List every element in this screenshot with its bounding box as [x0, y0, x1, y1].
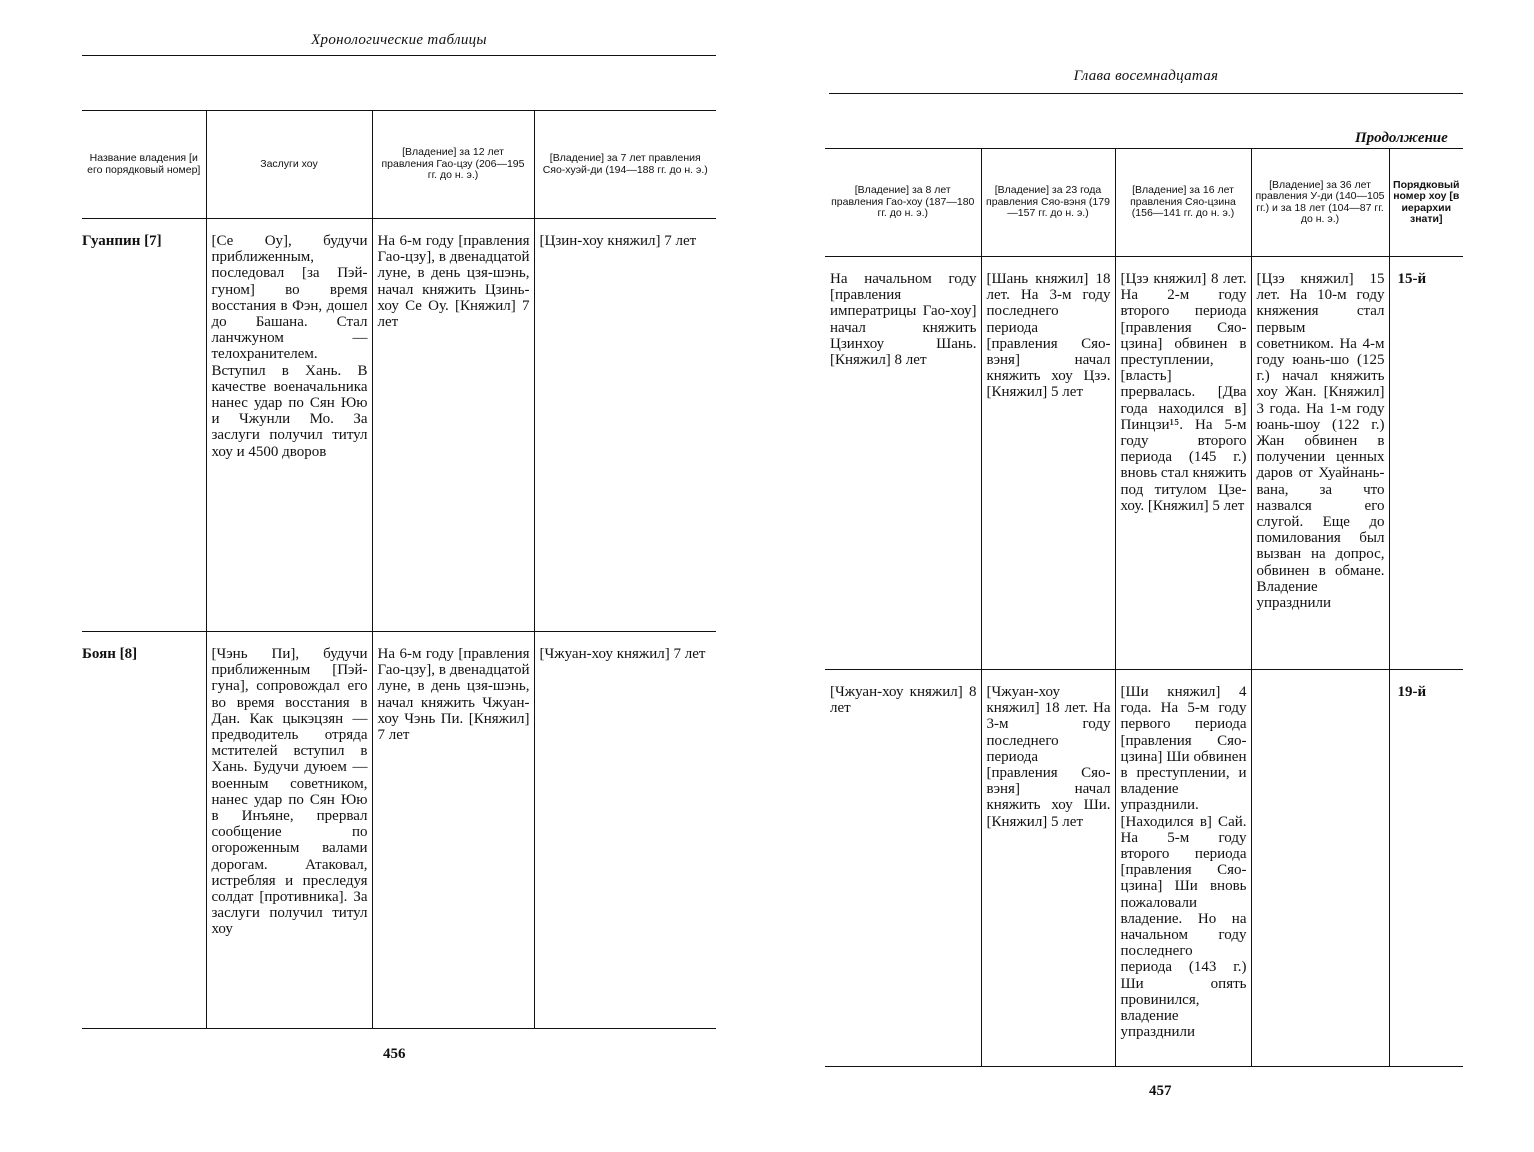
table-row — [82, 632, 716, 1029]
xiaowen-cell: [Шань княжил] 18 лет. На 3-м году последнего периода [правления Сяо-вэня] начал княжить хоу Цзэ. [Княжил] 5 лет — [981, 257, 1115, 670]
gaozu-cell: На 6-м году [правления Гао-цзу], в двенадцатой луне, в день цзя-шэнь, начал княжить Цзинь-хоу Се Оу. [Княжил] 7 лет — [372, 219, 534, 632]
rank-cell: 19-й — [1389, 670, 1463, 1067]
domain-name-cell: Боян [8] — [82, 632, 206, 1029]
header-wudi: [Владение] за 36 лет правления У-ди (140—105 гг.) и за 18 лет (104—87 гг. до н. э.) — [1251, 149, 1389, 257]
rank-cell: 15-й — [1389, 257, 1463, 670]
header-xiaohui: [Владение] за 7 лет правления Сяо-хуэй-ди (194—188 гг. до н. э.) — [534, 111, 716, 219]
left-head-rule — [82, 55, 716, 56]
domain-name-cell: Гуанпин [7] — [82, 219, 206, 632]
wudi-cell: [Цзэ княжил] 15 лет. На 10-м году княжения стал первым советником. На 4-м году юань-шо (125 г.) начал княжить хоу Жан. [Княжил] 3 года. На 1-м году юань-шоу (122 г.) Жан обвинен в получении ценных даров от Хуайнань-вана, за что назвался его слугой. Еще до помилования был вызван на допрос, обвинен в обмане. Владение упразднили — [1251, 257, 1389, 670]
left-running-head: Хронологические таблицы — [311, 32, 487, 48]
header-gaohou: [Владение] за 8 лет правления Гао-хоу (187—180 гг. до н. э.) — [825, 149, 981, 257]
continuation-label: Продолжение — [1355, 130, 1448, 146]
xiaojing-cell: [Ши княжил] 4 года. На 5-м году первого периода [правления Сяо-цзина] Ши обвинен в преступлении, и владение упразднили. [Находился в] Сай. На 5-м году второго периода [правления Сяо-цзина] Ши вновь пожаловали владение. Но на начальном году последнего периода (143 г.) Ши опять провинился, владение упразднили — [1115, 670, 1251, 1067]
merit-cell: [Се Оу], будучи приближенным, последовал [за Пэй-гуном] во время восстания в Фэн, дошел до Башана. Стал ланчжуном — телохранителем. Вступил в Хань. В качестве военачальника нанес удар по Сян Юю и Чжунли Мо. За заслуги получил титул хоу и 4500 дворов — [206, 219, 372, 632]
xiaohui-cell: [Цзин-хоу княжил] 7 лет — [534, 219, 716, 632]
wudi-cell — [1251, 670, 1389, 1067]
gaozu-cell: На 6-м году [правления Гао-цзу], в двенадцатой луне, в день цзя-шэнь, начал княжить Чжуан-хоу Чэнь Пи. [Княжил] 7 лет — [372, 632, 534, 1029]
right-header-row — [825, 149, 1463, 257]
left-table — [82, 110, 716, 1029]
xiaowen-cell: [Чжуан-хоу княжил] 18 лет. На 3-м году последнего периода [правления Сяо-вэня] начал княжить хоу Ши. [Княжил] 5 лет — [981, 670, 1115, 1067]
header-merits: Заслуги хоу — [206, 111, 372, 219]
left-page-number: 456 — [383, 1046, 406, 1062]
table-row — [825, 257, 1463, 670]
gaohou-cell: На начальном году [правления императрицы Гао-хоу] начал княжить Цзинхоу Шань. [Княжил] 8 лет — [825, 257, 981, 670]
header-gaozu: [Владение] за 12 лет правления Гао-цзу (206—195 гг. до н. э.) — [372, 111, 534, 219]
right-head-rule — [829, 93, 1463, 94]
xiaohui-cell: [Чжуан-хоу княжил] 7 лет — [534, 632, 716, 1029]
header-xiaowen: [Владение] за 23 года правления Сяо-вэня (179—157 гг. до н. э.) — [981, 149, 1115, 257]
table-row — [825, 670, 1463, 1067]
header-domain-name: Название владения [и его порядковый номер] — [82, 111, 206, 219]
right-page — [767, 0, 1534, 1152]
gaohou-cell: [Чжуан-хоу княжил] 8 лет — [825, 670, 981, 1067]
table-row — [82, 219, 716, 632]
header-xiaojing: [Владение] за 16 лет правления Сяо-цзина (156—141 гг. до н. э.) — [1115, 149, 1251, 257]
right-table — [825, 148, 1463, 1067]
xiaojing-cell: [Цзэ княжил] 8 лет. На 2-м году второго периода [правления Сяо-цзина] обвинен в преступлении, [власть] прервалась. [Два года находился в] Пинцзи¹⁵. На 5-м году второго периода (145 г.) вновь стал княжить под титулом Цзе-хоу. [Княжил] 5 лет — [1115, 257, 1251, 670]
right-running-head: Глава восемнадцатая — [1073, 68, 1219, 84]
left-header-row — [82, 111, 716, 219]
merit-cell: [Чэнь Пи], будучи приближенным [Пэй-гуна], сопровождал его во время восстания в Дан. Как цыкэцзян — предводитель отряда мстителей вступил в Хань. Будучи дуюем — военным советником, нанес удар по Сян Юю в Инъяне, прервал сообщение по огороженным валами дорогам. Атаковал, истребляя и преследуя солдат [противника]. За заслуги получил титул хоу — [206, 632, 372, 1029]
header-rank: Порядковый номер хоу [в иерархии знати] — [1389, 149, 1463, 257]
right-page-number: 457 — [1149, 1083, 1172, 1099]
